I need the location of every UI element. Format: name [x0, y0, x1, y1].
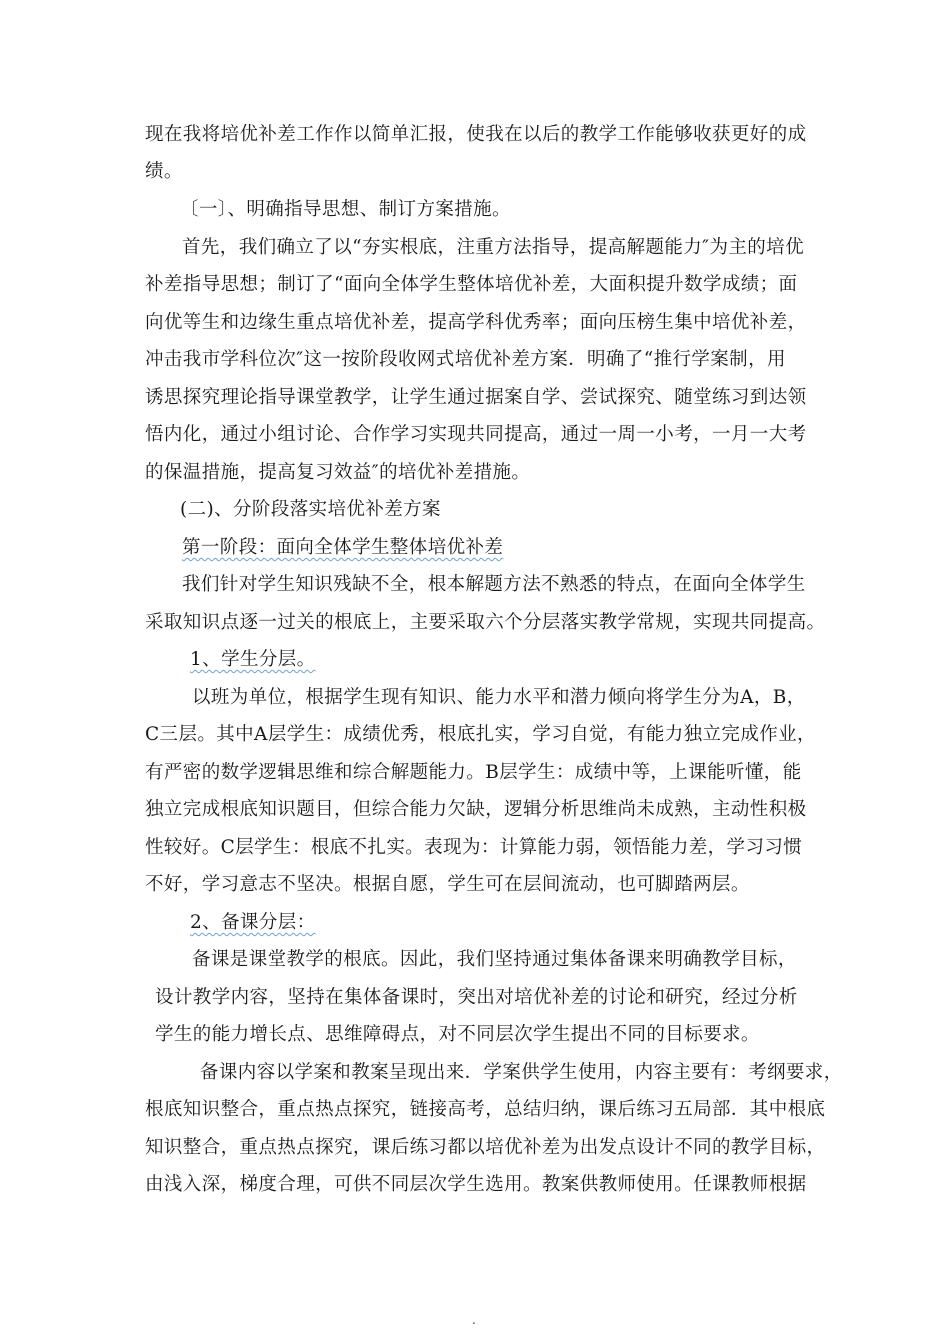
text-line: 补差指导思想；制订了“面向全体学生整体培优补差，大面积提升数学成绩；面	[145, 274, 798, 295]
text-line: 以班为单位，根据学生现有知识、能力水平和潜力倾向将学生分为A，B，	[192, 687, 806, 708]
text-line: 的保温措施，提高复习效益″的培优补差措施。	[145, 462, 531, 483]
text-line: 诱思探究理论指导课堂教学，让学生通过据案自学、尝试探究、随堂练习到达领	[145, 387, 807, 408]
text-line: 我们针对学生知识残缺不全，根本解题方法不熟悉的特点，在面向全体学生	[182, 574, 806, 595]
section-heading: 〔一〕、明确指导思想、制订方案措施。	[180, 199, 511, 220]
text-line: 性较好。C层学生：根底不扎实。表现为：计算能力弱，领悟能力差，学习习惯	[145, 837, 803, 858]
text-line: 有严密的数学逻辑思维和综合解题能力。B层学生：成绩中等，上课能听懂，能	[145, 762, 802, 783]
text-line: 采取知识点逐一过关的根底上，主要采取六个分层落实教学常规，实现共同提高。	[145, 612, 826, 633]
subsection-heading: 2、备课分层：	[190, 912, 316, 933]
page-mark: .	[472, 1313, 476, 1327]
subsection-heading: 1、学生分层。	[190, 649, 316, 670]
text-line: 不好，学习意志不坚决。根据自愿，学生可在层间流动，也可脚踏两层。	[145, 874, 750, 895]
text-line: 冲击我市学科位次″这一按阶段收网式培优补差方案．明确了“推行学案制，用	[145, 349, 786, 370]
text-line: 悟内化，通过小组讨论、合作学习实现共同提高，通过一周一小考，一月一大考	[145, 424, 807, 445]
text-line: 向优等生和边缘生重点培优补差，提高学科优秀率；面向压榜生集中培优补差，	[145, 312, 807, 333]
text-line: 由浅入深，梯度合理，可供不同层次学生选用。教案供教师使用。任课教师根据	[145, 1174, 807, 1195]
section-heading: (二)、分阶段落实培优补差方案	[180, 499, 441, 520]
text-line: 备课内容以学案和教案呈现出来．学案供学生使用，内容主要有：考纲要求，	[200, 1062, 843, 1083]
text-line: 独立完成根底知识题目，但综合能力欠缺，逻辑分析思维尚未成熟，主动性积极	[145, 799, 807, 820]
text-line: 设计教学内容，坚持在集体备课时，突出对培优补差的讨论和研究，经过分析	[155, 987, 798, 1008]
text-line: 首先，我们确立了以“夯实根底，注重方法指导，提高解题能力″为主的培优	[182, 237, 804, 258]
text-line: 学生的能力增长点、思维障碍点，对不同层次学生提出不同的目标要求。	[155, 1024, 760, 1045]
text-line: 现在我将培优补差工作作以简单汇报，使我在以后的教学工作能够收获更好的成	[145, 124, 807, 145]
text-line: 根底知识整合，重点热点探究，链接高考，总结归纳，课后练习五局部．其中根底	[145, 1099, 826, 1120]
text-line: 绩。	[145, 161, 183, 182]
text-line: C三层。其中A层学生：成绩优秀，根底扎实，学习自觉，有能力独立完成作业，	[145, 724, 816, 745]
text-line: 备课是课堂教学的根底。因此，我们坚持通过集体备课来明确教学目标，	[192, 949, 797, 970]
subsection-heading: 第一阶段：面向全体学生整体培优补差	[182, 537, 504, 558]
text-line: 知识整合，重点热点探究，课后练习都以培优补差为出发点设计不同的教学目标，	[145, 1137, 826, 1158]
